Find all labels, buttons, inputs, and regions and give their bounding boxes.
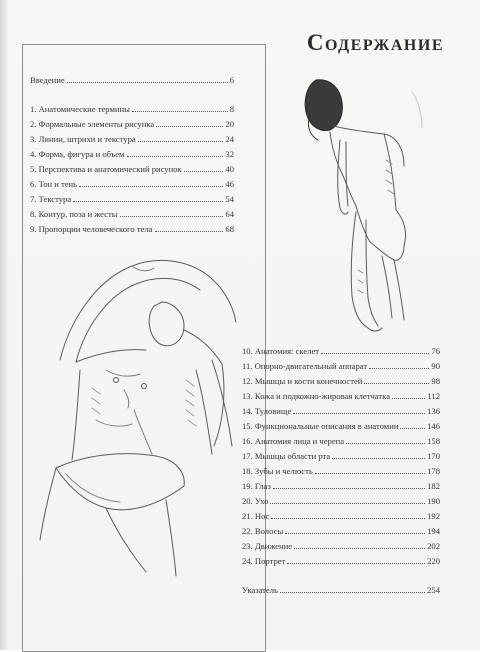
toc-leader-dots: [120, 216, 224, 217]
toc-entry[interactable]: [242, 416, 440, 431]
toc-entry[interactable]: [242, 386, 440, 401]
toc-entry-page: 136: [427, 406, 440, 416]
toc-entry-label: 17. Мышцы области рта: [242, 451, 331, 461]
toc-entry-label: 10. Анатомия: скелет: [242, 346, 320, 356]
toc-entry[interactable]: [242, 341, 440, 356]
toc-entry[interactable]: [242, 356, 440, 371]
toc-leader-dots: [293, 413, 425, 414]
toc-entry-label: 4. Форма, фигура и объем: [30, 149, 125, 159]
toc-entry-label: 8. Контур, поза и жесты: [30, 209, 118, 219]
toc-entry[interactable]: [30, 114, 234, 129]
toc-entry-page: 90: [431, 361, 440, 371]
toc-entry-label: 7. Текстура: [30, 194, 72, 204]
toc-leader-dots: [392, 398, 425, 399]
toc-spacer: [30, 85, 234, 99]
toc-entry-label: 13. Кожа и подкожно-жировая клетчатка: [242, 391, 391, 401]
toc-leader-dots: [332, 458, 425, 459]
toc-entry-page: 76: [431, 346, 440, 356]
toc-entry-label: 1. Анатомические термины: [30, 104, 130, 114]
toc-leader-dots: [287, 563, 425, 564]
toc-leader-dots: [132, 111, 228, 112]
toc-leader-dots: [369, 368, 429, 369]
toc-entry-label: 18. Зубы и челюсть: [242, 466, 313, 476]
toc-leader-dots: [315, 473, 425, 474]
toc-leader-dots: [400, 428, 425, 429]
toc-entry-label: 16. Анатомия лица и черепа: [242, 436, 345, 446]
toc-entry[interactable]: [30, 189, 234, 204]
toc-entry[interactable]: [30, 70, 234, 85]
toc-entry[interactable]: [242, 506, 440, 521]
toc-entry-label: 21. Нос: [242, 511, 270, 521]
toc-entry[interactable]: [30, 159, 234, 174]
toc-list-right: [242, 341, 440, 595]
toc-entry-label: Введение: [30, 75, 65, 85]
toc-entry-page: 46: [225, 179, 234, 189]
toc-entry-page: 64: [225, 209, 234, 219]
toc-entry-label: 24. Портрет: [242, 556, 286, 566]
page-title: Содержание: [306, 30, 444, 55]
toc-leader-dots: [270, 503, 425, 504]
toc-leader-dots: [156, 126, 223, 127]
toc-entry-page: 202: [427, 541, 440, 551]
toc-entry-page: 178: [427, 466, 440, 476]
toc-leader-dots: [294, 548, 425, 549]
toc-leader-dots: [127, 156, 224, 157]
toc-entry[interactable]: [30, 219, 234, 234]
toc-entry-label: 3. Линии, штрихи и текстура: [30, 134, 136, 144]
toc-entry-page: 40: [225, 164, 234, 174]
toc-entry[interactable]: [242, 431, 440, 446]
toc-entry[interactable]: [242, 521, 440, 536]
toc-leader-dots: [273, 488, 425, 489]
toc-entry-page: 112: [427, 391, 440, 401]
toc-entry-label: 22. Волосы: [242, 526, 284, 536]
toc-leader-dots: [346, 443, 425, 444]
toc-leader-dots: [79, 186, 223, 187]
toc-entry-page: 194: [427, 526, 440, 536]
toc-entry-label: 20. Ухо: [242, 496, 269, 506]
toc-leader-dots: [67, 82, 228, 83]
toc-leader-dots: [184, 171, 224, 172]
toc-entry-label: 19. Глаз: [242, 481, 271, 491]
toc-leader-dots: [73, 201, 223, 202]
toc-entry-page: 254: [427, 585, 440, 595]
toc-entry-index[interactable]: [242, 580, 440, 595]
toc-entry[interactable]: [242, 536, 440, 551]
toc-entry[interactable]: [30, 144, 234, 159]
toc-entry-label: 12. Мышцы и кости конечностей: [242, 376, 363, 386]
toc-entry[interactable]: [30, 99, 234, 114]
toc-entry-label: Указатель: [242, 585, 278, 595]
toc-leader-dots: [271, 518, 425, 519]
toc-entry-page: 182: [427, 481, 440, 491]
toc-entry-page: 54: [225, 194, 234, 204]
torso-figure-sketch: [36, 250, 246, 580]
toc-entry[interactable]: [242, 401, 440, 416]
toc-entry-label: 15. Функциональные описания в анатомии: [242, 421, 399, 431]
toc-entry-page: 170: [427, 451, 440, 461]
toc-entry-page: 32: [225, 149, 234, 159]
toc-entry-label: 5. Перспектива и анатомический рисунок: [30, 164, 182, 174]
toc-entry-page: 146: [427, 421, 440, 431]
toc-entry-page: 190: [427, 496, 440, 506]
page-edge-shadow: [0, 0, 8, 650]
toc-leader-dots: [138, 141, 224, 142]
toc-entry-label: 14. Туловище: [242, 406, 292, 416]
toc-leader-dots: [321, 353, 429, 354]
standing-figure-sketch: [286, 70, 456, 340]
toc-list-left: [30, 70, 234, 234]
toc-entry-page: 68: [225, 224, 234, 234]
toc-entry[interactable]: [30, 129, 234, 144]
toc-leader-dots: [155, 231, 224, 232]
toc-entry-page: 6: [229, 75, 234, 85]
toc-entry-label: 11. Опорно-двигательный аппарат: [242, 361, 368, 371]
toc-entry[interactable]: [242, 476, 440, 491]
toc-entry-page: 20: [225, 119, 234, 129]
toc-entry-page: 8: [229, 104, 234, 114]
toc-entry[interactable]: [242, 461, 440, 476]
toc-leader-dots: [285, 533, 425, 534]
toc-entry-page: 192: [427, 511, 440, 521]
toc-entry-label: 6. Тон и тень: [30, 179, 78, 189]
toc-leader-dots: [280, 592, 425, 593]
toc-entry-page: 24: [225, 134, 234, 144]
toc-spacer: [242, 566, 440, 580]
toc-entry-label: 2. Формальные элементы рисунка: [30, 119, 155, 129]
toc-entry-label: 23. Движение: [242, 541, 293, 551]
toc-entry-page: 220: [427, 556, 440, 566]
toc-entry[interactable]: [30, 174, 234, 189]
toc-entry-page: 98: [431, 376, 440, 386]
toc-entry[interactable]: [242, 446, 440, 461]
toc-entry-page: 158: [427, 436, 440, 446]
toc-entry[interactable]: [242, 551, 440, 566]
toc-entry[interactable]: [242, 371, 440, 386]
toc-leader-dots: [364, 383, 429, 384]
toc-entry[interactable]: [30, 204, 234, 219]
toc-entry[interactable]: [242, 491, 440, 506]
toc-entry-label: 9. Пропорции человеческого тела: [30, 224, 153, 234]
